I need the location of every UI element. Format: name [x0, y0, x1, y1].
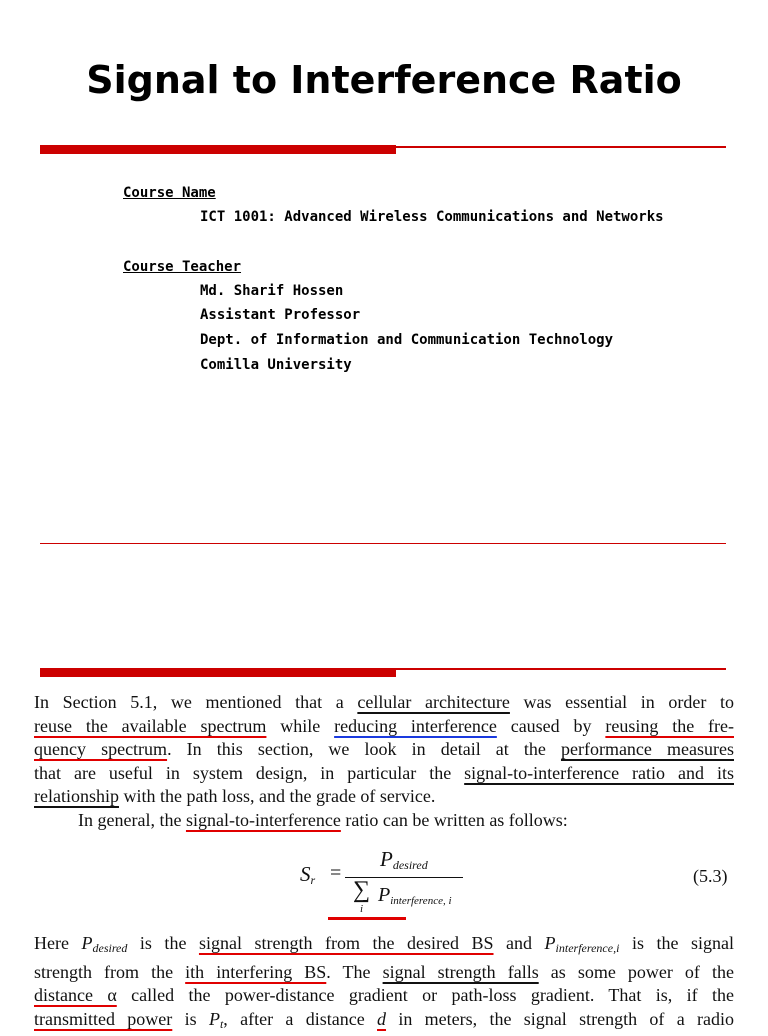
highlight-sir-relationship: signal-to-interference ratio and its	[464, 762, 734, 783]
equation-underline	[328, 917, 406, 920]
course-name-label: Course Name	[123, 185, 216, 201]
highlight-performance-measures: performance measures	[560, 739, 734, 759]
excerpt-divider-thin	[396, 668, 726, 670]
course-name: ICT 1001: Advanced Wireless Communications and Networks	[200, 209, 664, 225]
title-divider-thick	[40, 145, 396, 154]
course-teacher-label: Course Teacher	[123, 259, 242, 275]
excerpt-paragraph-1: In Section 5.1, we mentioned that a cellular architecture was essential in order to reuse the available spectrum while reducing interference caused by reusing the fre- quency spectrum. In this section, we look in detail at the performance measures that are useful in system design, in particular the signal-to-interference ratio and its relationship with the path loss, and the grade of service. In general, the signal-to-interference ratio can be written as follows:	[34, 692, 735, 830]
sum-index: i	[360, 903, 364, 915]
sum-symbol: ∑	[353, 877, 371, 903]
title-divider-thin	[396, 146, 726, 148]
highlight-reducing-interference: reducing interference	[334, 715, 497, 736]
highlight-ith-interfering-bs: ith interfering BS	[185, 961, 327, 982]
highlight-distance-d: d	[377, 1008, 387, 1029]
equation-numerator: $P_{desired}$	[380, 847, 428, 872]
highlight-relationship: relationship	[34, 786, 119, 806]
equation-lhs: $S_r$	[300, 862, 316, 887]
equation-equals: =	[330, 862, 342, 884]
teacher-title: Assistant Professor	[200, 307, 361, 323]
highlight-desired-bs: signal strength from the desired BS	[198, 933, 494, 953]
highlight-distance-alpha: distance α	[34, 985, 117, 1005]
highlight-signal-strength-falls: signal strength falls	[382, 961, 539, 982]
excerpt-paragraph-2: Here $P_{desired}$ is the signal strength from the desired BS and $P_{interference,i}$ is the signal strength from the ith interfering BS. The signal strength falls as some power of the distance α called the power-distance gradient or path-loss gradient. That is, if the transmitted power is $P_t$, after a distance d in meters, the signal strength of a radio	[34, 933, 735, 1031]
equation-number: (5.3)	[693, 866, 728, 886]
highlight-transmitted-power: transmitted power	[34, 1008, 173, 1029]
highlight-cellular-architecture: cellular architecture	[357, 692, 510, 712]
excerpt-divider-thick	[40, 668, 396, 677]
highlight-signal-to-interference: signal-to-interference	[185, 809, 341, 830]
highlight-reuse-spectrum: reuse the available spectrum	[34, 715, 267, 736]
equation-denominator: $P_{interference, i}$	[378, 884, 452, 907]
teacher-university: Comilla University	[200, 357, 352, 373]
highlight-frequency-spectrum: quency spectrum	[34, 739, 168, 759]
slide-title: Signal to Interference Ratio	[86, 58, 682, 102]
highlight-reusing-frequency: reusing the fre-	[605, 715, 734, 736]
section-divider	[40, 543, 726, 544]
teacher-department: Dept. of Information and Communication Technology	[200, 332, 614, 348]
teacher-name: Md. Sharif Hossen	[200, 283, 344, 299]
